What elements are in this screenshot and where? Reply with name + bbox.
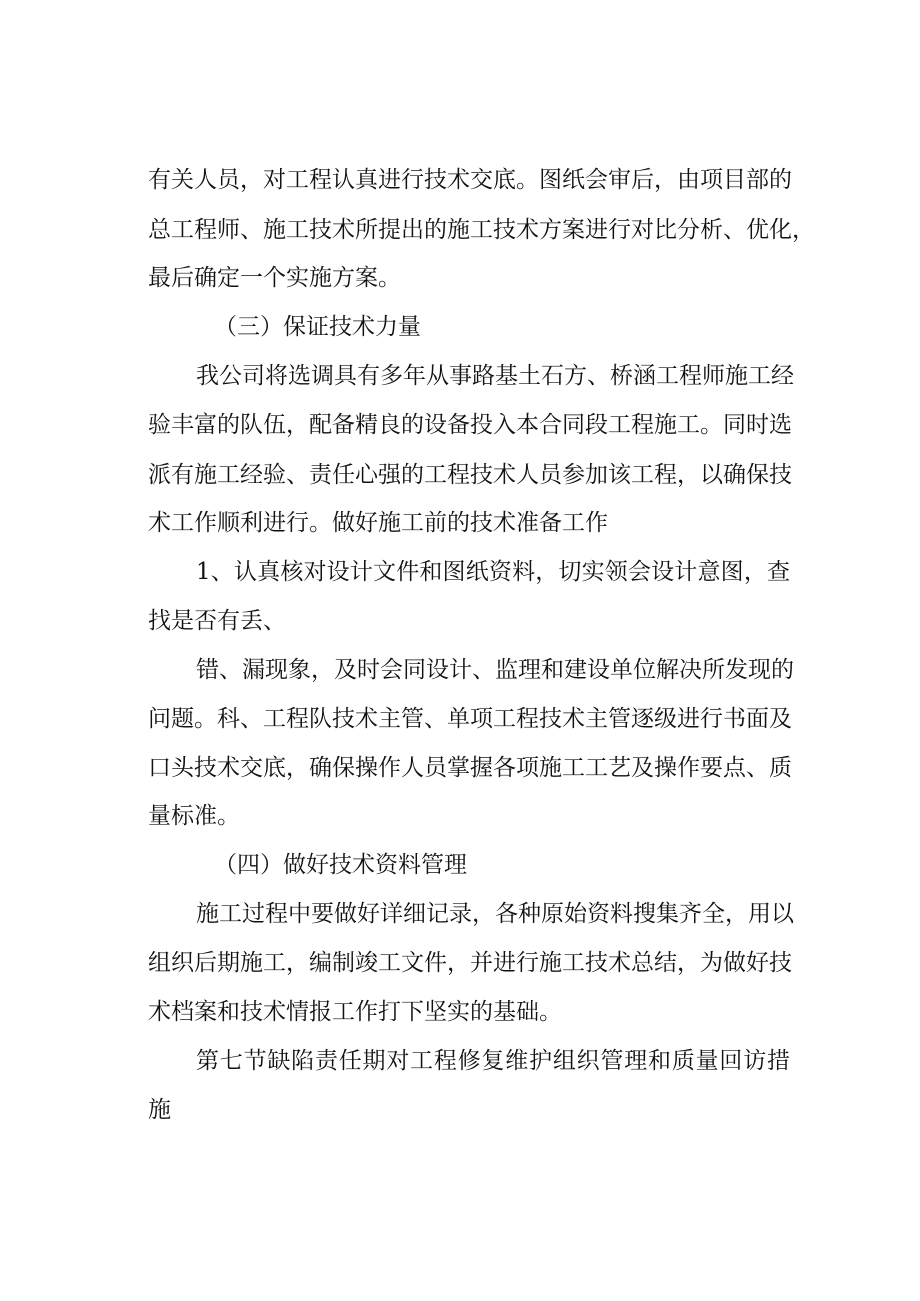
paragraph-line: 找是否有丢、 (148, 608, 286, 634)
paragraph-line: 错、漏现象，及时会同设计、监理和建设单位解决所发现的 (196, 657, 794, 683)
paragraph-line: 总工程师、施工技术所提出的施工技术方案进行对比分析、优化， (148, 217, 815, 243)
paragraph-line: 组织后期施工，编制竣工文件，并进行施工技术总结，为做好技 (148, 950, 792, 976)
section-heading-3: （三）保证技术力量 (214, 314, 421, 340)
paragraph-line: 口头技术交底，确保操作人员掌握各项施工工艺及操作要点、质 (148, 755, 792, 781)
paragraph-line: 有关人员，对工程认真进行技术交底。图纸会审后，由项目部的 (148, 167, 792, 193)
paragraph-line: 问题。科、工程队技术主管、单项工程技术主管逐级进行书面及 (148, 706, 792, 732)
section-heading-4: （四）做好技术资料管理 (214, 852, 467, 878)
paragraph-line: 施工过程中要做好详细记录，各种原始资料搜集齐全，用以 (196, 901, 794, 927)
paragraph-line: 术档案和技术情报工作打下坚实的基础。 (148, 999, 562, 1025)
section-title-line: 第七节缺陷责任期对工程修复维护组织管理和质量回访措 (196, 1048, 790, 1074)
list-item-1: 1、认真核对设计文件和图纸资料，切实领会设计意图，查 (196, 559, 790, 585)
paragraph-line: 验丰富的队伍，配备精良的设备投入本合同段工程施工。同时选 (148, 412, 792, 438)
section-title-line: 施 (148, 1097, 171, 1123)
paragraph-line: 派有施工经验、责任心强的工程技术人员参加该工程，以确保技 (148, 462, 792, 488)
paragraph-line: 术工作顺利进行。做好施工前的技术准备工作 (148, 510, 608, 536)
paragraph-line: 量标准。 (148, 803, 240, 829)
paragraph-line: 我公司将选调具有多年从事路基土石方、桥涵工程师施工经 (196, 363, 794, 389)
paragraph-line: 最后确定一个实施方案。 (148, 265, 401, 291)
